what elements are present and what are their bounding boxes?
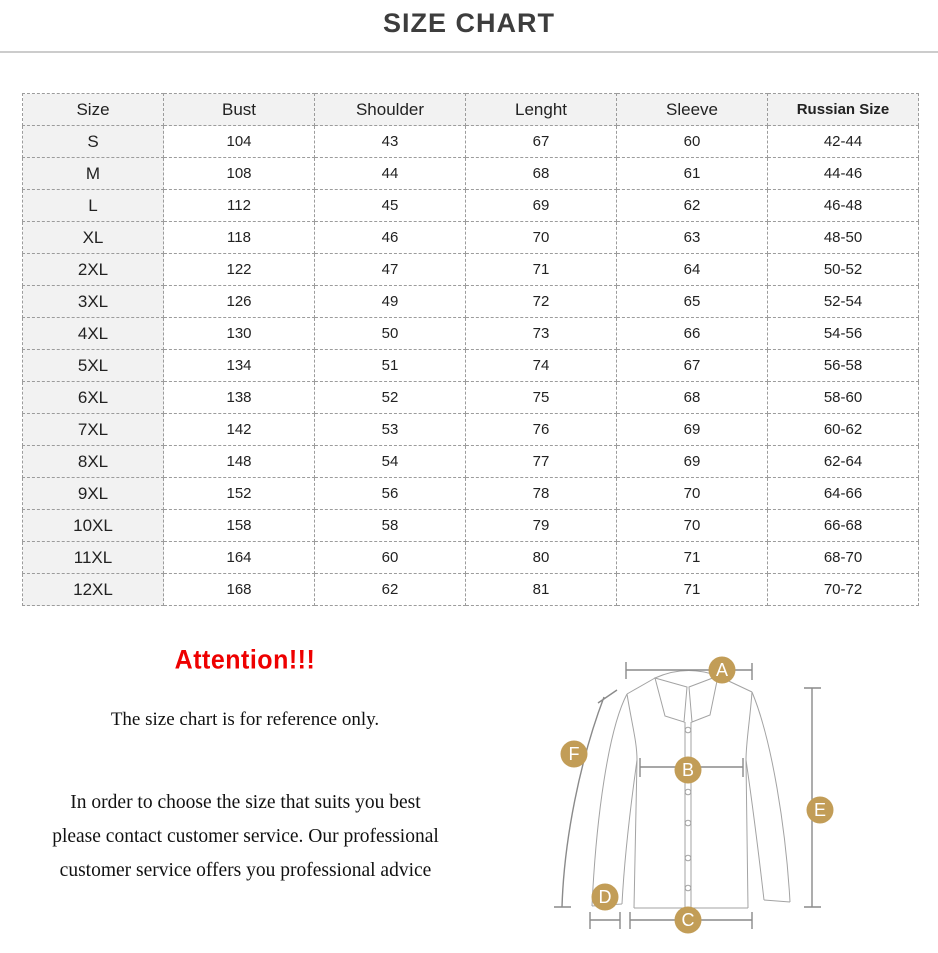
marker-d: [592, 884, 619, 911]
data-cell: 68: [617, 382, 768, 414]
reference-note: The size chart is for reference only.: [110, 709, 380, 730]
data-cell: 58: [315, 510, 466, 542]
data-cell: 62: [617, 190, 768, 222]
data-cell: 60: [617, 126, 768, 158]
data-cell: 53: [315, 414, 466, 446]
column-header: Bust: [164, 94, 315, 126]
data-cell: 70: [617, 510, 768, 542]
title-divider: [0, 51, 938, 53]
size-cell: 12XL: [23, 574, 164, 606]
advice-line-2: please contact customer service. Our professional: [52, 826, 439, 847]
data-cell: 69: [466, 190, 617, 222]
table-row: [23, 126, 919, 158]
data-cell: 77: [466, 446, 617, 478]
data-cell: 76: [466, 414, 617, 446]
table-row: [23, 382, 919, 414]
column-header: Lenght: [466, 94, 617, 126]
data-cell: 122: [164, 254, 315, 286]
size-cell: 3XL: [23, 286, 164, 318]
page-title: SIZE CHART: [383, 8, 555, 38]
size-cell: 7XL: [23, 414, 164, 446]
table-row: [23, 350, 919, 382]
data-cell: 65: [617, 286, 768, 318]
marker-b: [675, 757, 702, 784]
data-cell: 49: [315, 286, 466, 318]
column-header: Sleeve: [617, 94, 768, 126]
marker-d-label: D: [598, 887, 612, 907]
size-cell: XL: [23, 222, 164, 254]
data-cell: 66: [617, 318, 768, 350]
table-row: [23, 478, 919, 510]
data-cell: 66-68: [768, 510, 919, 542]
marker-f-label: F: [568, 744, 580, 764]
data-cell: 78: [466, 478, 617, 510]
table-row: [23, 574, 919, 606]
data-cell: 75: [466, 382, 617, 414]
marker-f: [561, 741, 588, 768]
shirt-outline-drawing: [592, 670, 790, 908]
table-row: [23, 190, 919, 222]
data-cell: 60-62: [768, 414, 919, 446]
data-cell: 56-58: [768, 350, 919, 382]
table-row: [23, 286, 919, 318]
size-cell: 6XL: [23, 382, 164, 414]
data-cell: 61: [617, 158, 768, 190]
data-cell: 79: [466, 510, 617, 542]
data-cell: 69: [617, 446, 768, 478]
marker-b-label: B: [681, 760, 695, 780]
table-row: [23, 510, 919, 542]
data-cell: 54-56: [768, 318, 919, 350]
table-row: [23, 414, 919, 446]
marker-e-label: E: [813, 800, 827, 820]
data-cell: 68: [466, 158, 617, 190]
data-cell: 60: [315, 542, 466, 574]
data-cell: 67: [466, 126, 617, 158]
data-cell: 68-70: [768, 542, 919, 574]
data-cell: 104: [164, 126, 315, 158]
column-header: Size: [23, 94, 164, 126]
size-cell: 10XL: [23, 510, 164, 542]
size-cell: 4XL: [23, 318, 164, 350]
marker-c: [675, 907, 702, 934]
data-cell: 112: [164, 190, 315, 222]
data-cell: 64-66: [768, 478, 919, 510]
table-row: [23, 158, 919, 190]
size-table-body: [23, 126, 919, 606]
data-cell: 138: [164, 382, 315, 414]
data-cell: 48-50: [768, 222, 919, 254]
data-cell: 47: [315, 254, 466, 286]
data-cell: 43: [315, 126, 466, 158]
header-row: [23, 94, 919, 126]
data-cell: 63: [617, 222, 768, 254]
data-cell: 50: [315, 318, 466, 350]
data-cell: 130: [164, 318, 315, 350]
data-cell: 71: [466, 254, 617, 286]
shirt-measurement-diagram: [540, 630, 938, 953]
advice-note: [18, 786, 473, 888]
advice-line-1: In order to choose the size that suits you best: [70, 792, 421, 813]
size-cell: 2XL: [23, 254, 164, 286]
data-cell: 126: [164, 286, 315, 318]
marker-a-label: A: [715, 660, 729, 680]
data-cell: 71: [617, 542, 768, 574]
data-cell: 51: [315, 350, 466, 382]
size-table: [22, 93, 919, 606]
data-cell: 108: [164, 158, 315, 190]
data-cell: 54: [315, 446, 466, 478]
size-cell: 11XL: [23, 542, 164, 574]
size-table-header: [23, 94, 919, 126]
data-cell: 70: [617, 478, 768, 510]
size-cell: 9XL: [23, 478, 164, 510]
data-cell: 44: [315, 158, 466, 190]
table-row: [23, 542, 919, 574]
attention-heading: Attention!!!: [174, 644, 316, 676]
table-row: [23, 446, 919, 478]
data-cell: 44-46: [768, 158, 919, 190]
data-cell: 72: [466, 286, 617, 318]
data-cell: 67: [617, 350, 768, 382]
data-cell: 74: [466, 350, 617, 382]
data-cell: 52: [315, 382, 466, 414]
size-cell: S: [23, 126, 164, 158]
column-header: Shoulder: [315, 94, 466, 126]
data-cell: 168: [164, 574, 315, 606]
data-cell: 62: [315, 574, 466, 606]
marker-c-label: C: [681, 910, 695, 930]
size-cell: 5XL: [23, 350, 164, 382]
data-cell: 42-44: [768, 126, 919, 158]
table-row: [23, 222, 919, 254]
data-cell: 152: [164, 478, 315, 510]
data-cell: 81: [466, 574, 617, 606]
data-cell: 73: [466, 318, 617, 350]
data-cell: 70-72: [768, 574, 919, 606]
table-row: [23, 254, 919, 286]
size-cell: L: [23, 190, 164, 222]
data-cell: 71: [617, 574, 768, 606]
marker-a: [709, 657, 736, 684]
data-cell: 52-54: [768, 286, 919, 318]
data-cell: 142: [164, 414, 315, 446]
column-header: Russian Size: [768, 94, 919, 126]
data-cell: 158: [164, 510, 315, 542]
data-cell: 58-60: [768, 382, 919, 414]
data-cell: 118: [164, 222, 315, 254]
data-cell: 62-64: [768, 446, 919, 478]
marker-e: [807, 797, 834, 824]
size-cell: 8XL: [23, 446, 164, 478]
data-cell: 64: [617, 254, 768, 286]
data-cell: 56: [315, 478, 466, 510]
size-cell: M: [23, 158, 164, 190]
data-cell: 134: [164, 350, 315, 382]
data-cell: 45: [315, 190, 466, 222]
data-cell: 46: [315, 222, 466, 254]
data-cell: 80: [466, 542, 617, 574]
data-cell: 148: [164, 446, 315, 478]
advice-line-3: customer service offers you professional advice: [59, 860, 432, 881]
data-cell: 70: [466, 222, 617, 254]
data-cell: 50-52: [768, 254, 919, 286]
table-row: [23, 318, 919, 350]
data-cell: 164: [164, 542, 315, 574]
data-cell: 46-48: [768, 190, 919, 222]
data-cell: 69: [617, 414, 768, 446]
